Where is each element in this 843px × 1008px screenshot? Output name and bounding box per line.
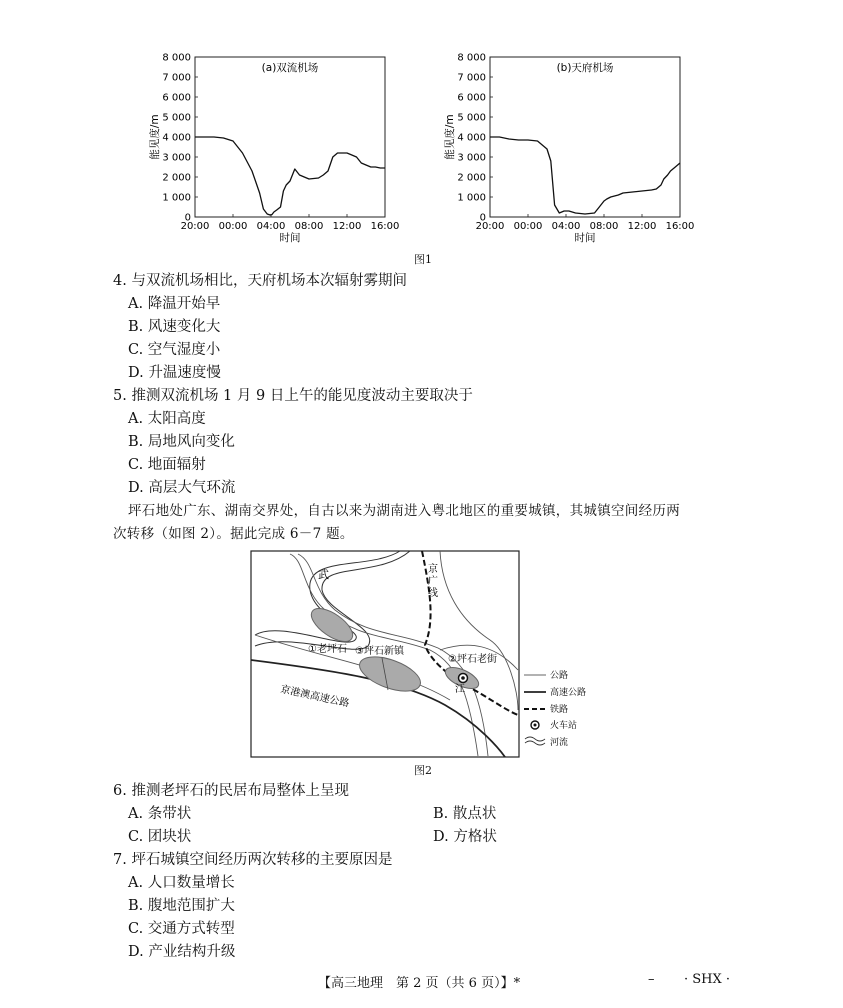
y-tick-label: 3 000 [162, 152, 191, 164]
y-tick-label: 4 000 [162, 132, 191, 144]
y-tick-label: 2 000 [457, 172, 486, 184]
question-7-option-d: D. 产业结构升级 [128, 944, 236, 960]
page-footer [318, 972, 520, 991]
river-label-wu: 武 [318, 568, 329, 581]
x-tick-label: 04:00 [551, 221, 581, 232]
tianfu-visibility-chart [435, 40, 715, 255]
chart-title: (b)天府机场 [556, 62, 614, 74]
label-old-street: ②坪石老街 [448, 654, 497, 665]
figure-2-caption: 图2 [414, 764, 432, 777]
question-4-option-a: A. 降温开始早 [128, 296, 221, 312]
question-6-stem: 6. 推测老坪石的民居布局整体上呈现 [113, 783, 349, 799]
label-expressway: 京港澳高速公路 [279, 684, 351, 710]
y-tick-label: 7 000 [162, 72, 191, 84]
x-tick-label: 08:00 [294, 221, 324, 232]
label-railway-vertical [428, 562, 438, 599]
y-tick-label: 5 000 [457, 112, 486, 124]
x-tick-label: 16:00 [370, 221, 400, 232]
footer-dash: – [648, 972, 655, 987]
question-7-option-a: A. 人口数量增长 [128, 875, 235, 891]
question-5-option-c: C. 地面辐射 [128, 457, 206, 473]
question-4-option-b: B. 风速变化大 [128, 319, 221, 335]
legend-railway: 铁路 [550, 705, 569, 715]
footer-right: · SHX · [684, 972, 731, 987]
chart-a-marks [148, 53, 399, 245]
x-axis-label: 时间 [279, 232, 301, 244]
y-tick-label: 5 000 [162, 112, 191, 124]
question-5-option-a: A. 太阳高度 [128, 411, 206, 427]
question-4-option-d: D. 升温速度慢 [128, 365, 221, 381]
svg-text:京广线: 京广线 [428, 564, 438, 599]
y-tick-label: 0 [184, 212, 191, 224]
x-tick-label: 12:00 [627, 221, 657, 232]
footer-star: * [513, 976, 521, 991]
legend-road: 公路 [550, 671, 569, 681]
figure-1-caption: 图1 [414, 253, 432, 266]
pingshi-map [250, 550, 600, 762]
y-tick-label: 1 000 [457, 192, 486, 204]
y-tick-label: 8 000 [457, 52, 486, 64]
x-axis-label: 时间 [574, 232, 596, 244]
river-label-jiang: 江 [455, 684, 465, 695]
y-tick-label: 4 000 [457, 132, 486, 144]
x-tick-label: 08:00 [589, 221, 619, 232]
y-tick-label: 6 000 [162, 92, 191, 104]
question-7-option-c: C. 交通方式转型 [128, 921, 235, 937]
x-tick-label: 20:00 [180, 221, 210, 232]
x-tick-label: 04:00 [256, 221, 286, 232]
y-tick-label: 8 000 [162, 52, 191, 64]
y-tick-label: 3 000 [457, 152, 486, 164]
question-7-option-b: B. 腹地范围扩大 [128, 898, 235, 914]
question-4-stem: 4. 与双流机场相比，天府机场本次辐射雾期间 [113, 273, 407, 289]
y-tick-label: 6 000 [457, 92, 486, 104]
legend-river: 河流 [550, 738, 569, 748]
footer-center: 【高三地理 第 2 页（共 6 页）】 [318, 976, 514, 991]
question-4-option-c: C. 空气湿度小 [128, 342, 221, 358]
y-axis-label: 能见度/m [444, 114, 456, 160]
question-6-option-a: A. 条带状 [128, 806, 192, 822]
visibility-series-line [195, 137, 385, 215]
plot-frame [195, 57, 385, 217]
x-tick-label: 00:00 [513, 221, 543, 232]
question-6-option-d: D. 方格状 [433, 829, 497, 845]
x-tick-label: 00:00 [218, 221, 248, 232]
y-tick-label: 7 000 [457, 72, 486, 84]
label-old-pingshi: ①老坪石 [308, 644, 347, 655]
chart-title: (a)双流机场 [261, 62, 319, 74]
chart-b-marks [443, 53, 694, 245]
passage-line-1: 坪石地处广东、湖南交界处，自古以来为湖南进入粤北地区的重要城镇，其城镇空间经历两 [128, 503, 680, 519]
legend-highway: 高速公路 [550, 688, 587, 698]
shuangliu-visibility-chart [140, 40, 420, 255]
y-tick-label: 0 [479, 212, 486, 224]
label-new-town: ③坪石新镇 [355, 646, 404, 657]
question-7-stem: 7. 坪石城镇空间经历两次转移的主要原因是 [113, 852, 393, 868]
x-tick-label: 16:00 [665, 221, 695, 232]
x-tick-label: 12:00 [332, 221, 362, 232]
plot-frame [490, 57, 680, 217]
x-tick-label: 20:00 [475, 221, 505, 232]
map-legend [524, 669, 586, 748]
question-5-option-b: B. 局地风向变化 [128, 434, 235, 450]
passage-line-2: 次转移（如图 2）。据此完成 6－7 题。 [113, 526, 354, 542]
question-5-stem: 5. 推测双流机场 1 月 9 日上午的能见度波动主要取决于 [113, 388, 473, 404]
question-6-option-b: B. 散点状 [433, 806, 497, 822]
question-5-option-d: D. 高层大气环流 [128, 480, 236, 496]
y-tick-label: 1 000 [162, 192, 191, 204]
y-axis-label: 能见度/m [149, 114, 161, 160]
legend-station: 火车站 [550, 721, 578, 731]
y-tick-label: 2 000 [162, 172, 191, 184]
visibility-series-line [490, 137, 680, 214]
question-6-option-c: C. 团块状 [128, 829, 192, 845]
